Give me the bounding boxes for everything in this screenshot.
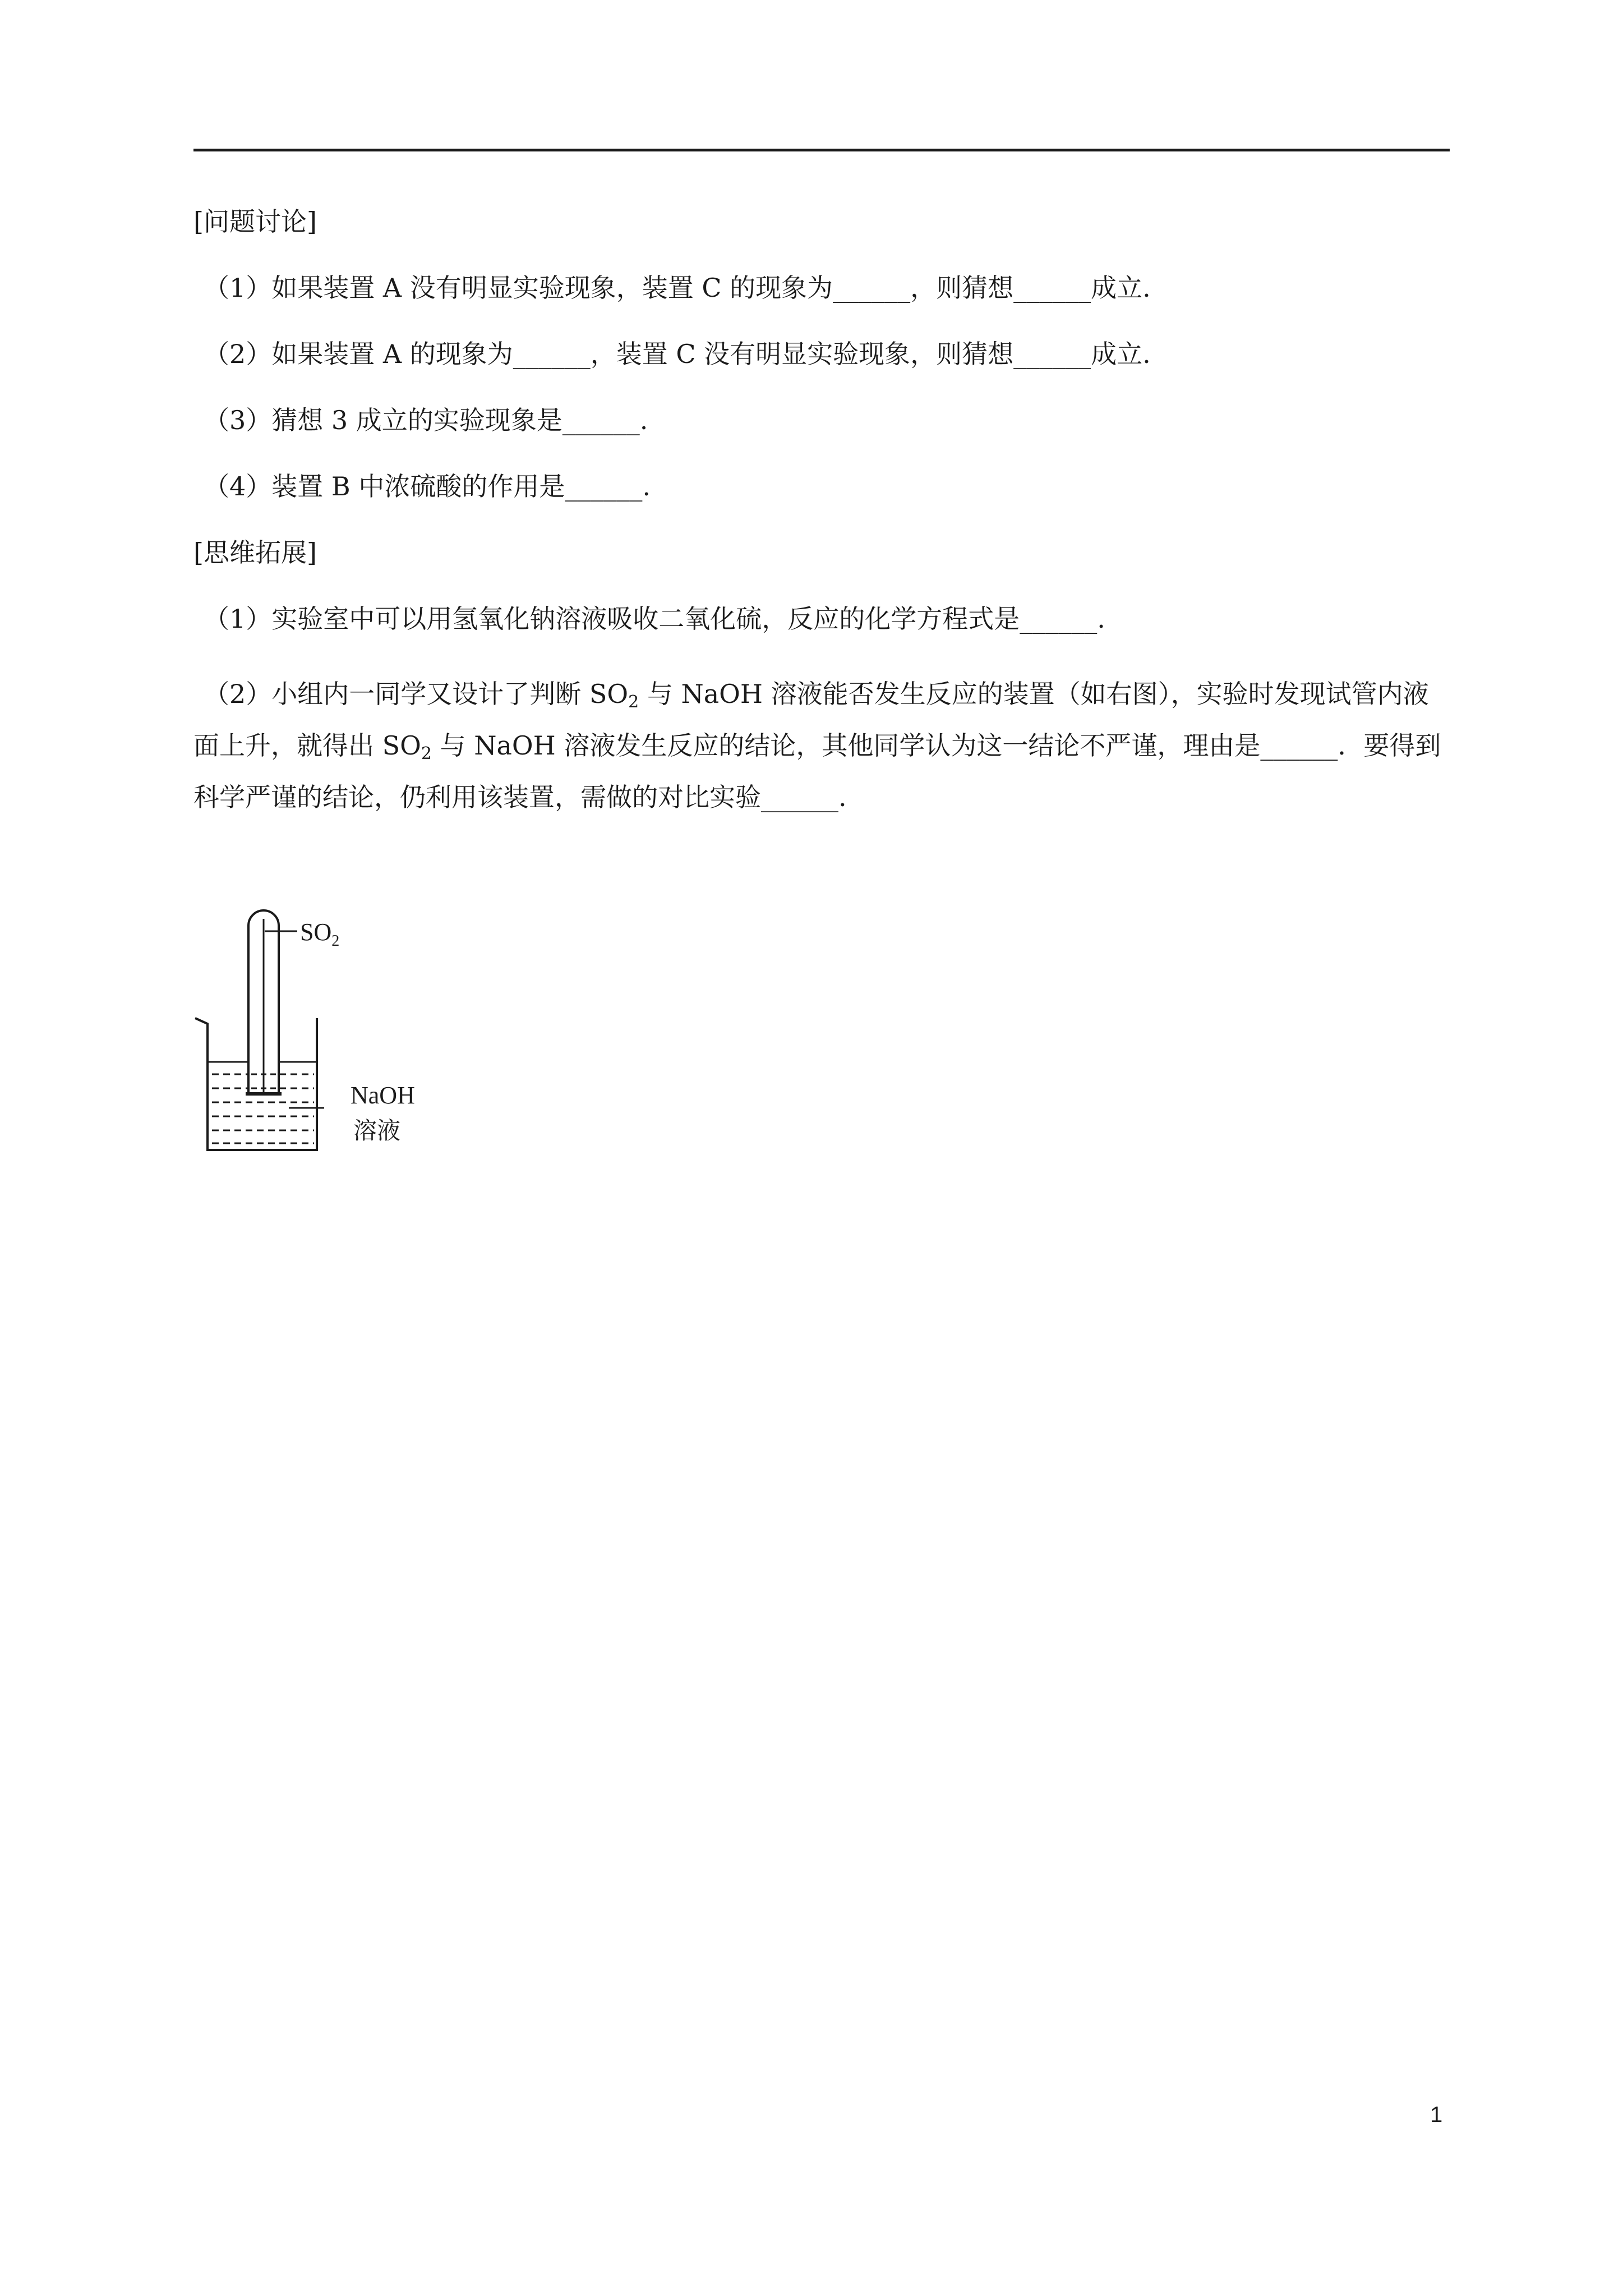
page-number: 1 [1430,2102,1443,2127]
subscript-2: 2 [628,692,639,712]
discussion-item-1: （1）如果装置 A 没有明显实验现象，装置 C 的现象为______，则猜想______成立. [204,273,1151,303]
extension-heading: [思维拓展] [193,537,317,568]
apparatus-diagram [191,903,443,1161]
subscript-2: 2 [421,744,432,763]
extension-item-1: （1）实验室中可以用氢氧化钠溶液吸收二氧化硫，反应的化学方程式是______. [204,604,1105,634]
discussion-item-2: （2）如果装置 A 的现象为______，装置 C 没有明显实验现象，则猜想______成立. [204,339,1151,369]
extension-item-2-part-3: 与 NaOH 溶液发生反应的结论，其他同学认为这一结论不严谨，理由是______．要得到科学严谨的结论，仍利用该装置，需做的对比实验______. [193,730,1441,812]
document-body [193,205,1450,823]
extension-item-2 [193,668,1450,823]
discussion-heading: [问题讨论] [193,206,317,237]
extension-item-2-part-1: （2）小组内一同学又设计了判断 SO [204,679,629,709]
solution-label-name: NaOH [351,1082,415,1109]
discussion-item-4: （4）装置 B 中浓硫酸的作用是______. [204,471,651,501]
gas-label: $SO_2$ [300,918,340,950]
header-rule [193,149,1450,151]
extension-item-2-part-2: 与 NaOH 溶液能否发生反应的装置（如右图），实验时发现试管内液面上升，就得出 SO [193,679,1429,761]
solution-label-word: 溶液 [353,1117,401,1144]
apparatus-figure [191,903,443,1161]
discussion-item-3: （3）猜想 3 成立的实验现象是______. [204,405,648,435]
